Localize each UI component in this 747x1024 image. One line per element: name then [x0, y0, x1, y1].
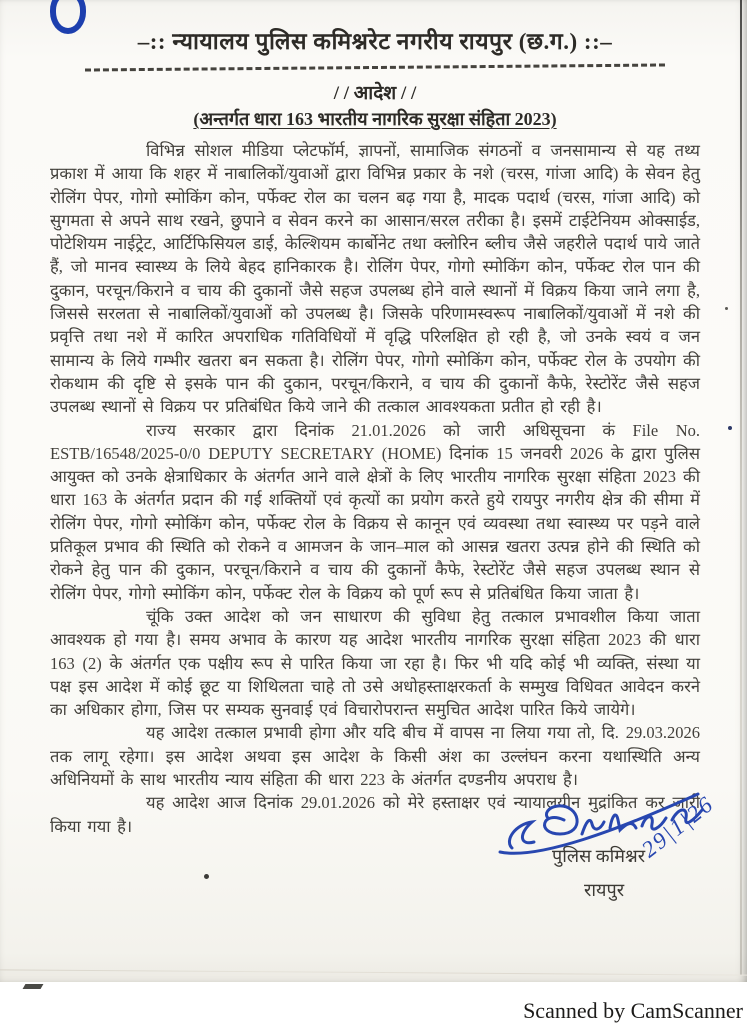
dashed-divider	[85, 63, 665, 71]
order-subheading: (अन्तर्गत धारा 163 भारतीय नागरिक सुरक्षा संहिता 2023)	[193, 109, 557, 129]
camscanner-watermark: Scanned by CamScanner	[523, 998, 743, 1023]
paragraph-background: विभिन्न सोशल मीडिया प्लेटफॉर्म, ज्ञापनों, सामाजिक संगठनों व जनसामान्य से यह तथ्य प्रकाश में आया कि शहर में नाबालिकों/युवाओं द्वारा विभिन्न प्रकार के नशे (चरस, गांजा आदि) के सेवन हेतु रोलिंग पेपर, गोगो स्मोकिंग कोन, पर्फेक्ट रोल का चलन बढ़ गया है, मादक पदार्थ (चरस, गांजा आदि) को सुगमता से अपने साथ रखने, छुपाने व सेवन करने का आसान/सरल तरीका है। इसमें टाईटेनियम ओक्साईड, पोटेशियम नाईट्रेट, आर्टिफिसियल डाई, केल्शियम कार्बोनेट तथा क्लोरिन ब्लीच जैसे जहरीले पदार्थ पाये जाते हैं, जो मानव स्वास्थ्य के लिये बेहद हानिकारक है। रोलिंग पेपर, गोगो स्मोकिंग कोन, पर्फेक्ट रोल पान की दुकान, परचून/किराने व चाय की दुकानों जैसे सहज उपलब्ध होने वाले स्थानों में विक्रय किया जाने लगा है, जिससे सरलता से नाबालिकों/युवाओं को उपलब्ध है। जिसके परिणामस्वरूप नाबालिकों/युवाओं में नशे की प्रवृत्ति तथा नशे में कारित अपराधिक गतिविधियों में वृद्धि परिलक्षित हो रही है, जो उनके स्वयं व जन सामान्य के लिये गम्भीर खतरा बन सकता है। रोलिंग पेपर, गोगो स्मोकिंग कोन, पर्फेक्ट रोल के उपयोग की रोकथाम की दृष्टि से इसके पान की दुकान, परचून/किराने, व चाय की दुकानों कैफे, रेस्टोरेंट जैसे सहज उपलब्ध स्थानों से विक्रय पर प्रतिबंधित किये जाने की तत्काल आवश्यकता प्रतीत हो रही है।	[50, 141, 700, 417]
ink-speck	[725, 307, 728, 310]
order-document	[50, 24, 700, 838]
scan-corner-artifact	[23, 984, 44, 989]
paragraph-issuance: यह आदेश आज दिनांक 29.01.2026 को मेरे हस्ताक्षर एवं न्यायालयीन मुद्रांकित कर जारी किया गया है।	[50, 793, 700, 836]
court-title: –:: न्यायालय पुलिस कमिश्नरेट नगरीय रायपुर (छ.ग.) ::–	[137, 29, 613, 54]
signatory-place: रायपुर	[584, 880, 625, 900]
paragraph-validity: यह आदेश तत्काल प्रभावी होगा और यदि बीच में वापस ना लिया गया तो, दि. 29.03.2026 तक लागू रहेगा। इस आदेश अथवा इस आदेश के किसी अंश का उल्लंघन करना यथास्थिति अन्य अधिनियमों के साथ भारतीय न्याय संहिता की धारा 223 के अंतर्गत दण्डनीय अपराध है।	[50, 723, 700, 790]
order-body	[50, 139, 700, 838]
paragraph-ex-parte: चूंकि उक्त आदेश को जन साधारण की सुविधा हेतु तत्काल प्रभावशील किया जाता आवश्यक हो गया है। समय अभाव के कारण यह आदेश भारतीय नागरिक सुरक्षा संहिता 2023 की धारा 163 (2) के अंतर्गत एक पक्षीय रूप से पारित किया जा रहा है। फिर भी यदि कोई भी व्यक्ति, संस्था या पक्ष इस आदेश में कोई छूट या शिथिलता चाहे तो उसे अधोहस्ताक्षरकर्ता के सम्मुख विधिवत आवेदन करने का अधिकार होगा, जिस पर सम्यक सुनवाई एवं विचारोपरान्त समुचित आदेश पारित किये जायेगे।	[50, 606, 700, 720]
scan-edge-shadow	[740, 0, 742, 975]
ink-speck	[728, 426, 732, 430]
handwritten-date: 29|1|26	[636, 790, 719, 863]
signature-block	[440, 788, 747, 923]
paper-fold-line	[0, 969, 747, 975]
paragraph-notification: राज्य सरकार द्वारा दिनांक 21.01.2026 को जारी अधिसूचना कं File No. ESTB/16548/2025-0/0 DEPUTY SECRETARY (HOME) दिनांक 15 जनवरी 2026 के द्वारा पुलिस आयुक्त को उनके क्षेत्राधिकार के अंतर्गत आने वाले क्षेत्रों के लिए भारतीय नागरिक सुरक्षा संहिता 2023 की धारा 163 के अंतर्गत प्रदान की गई शक्तियों एवं कृत्यों का प्रयोग करते हुये रायपुर नगरीय क्षेत्र की सीमा में रोलिंग पेपर, गोगो स्मोकिंग कोन, पर्फेक्ट रोल के विक्रय से कानून एवं व्यवस्था तथा स्वास्थ्य पर पड़ने वाले प्रतिकूल प्रभाव की स्थिति को रोकने व आमजन के जान–माल को आसन्न खतरा उत्पन्न होने की स्थिति को रोकने हेतु पान की दुकान, परचून/किराने व चाय की दुकानों कैफे, रेस्टोरेंट जैसे सहज उपलब्ध स्थान से रोलिंग पेपर, गोगो स्मोकिंग कोन, पर्फेक्ट रोल के विक्रय को पूर्ण रूप से प्रतिबंधित किया जाता है।	[50, 420, 700, 603]
order-heading: / / आदेश / /	[333, 83, 417, 104]
ink-speck	[204, 874, 209, 879]
signatory-designation: पुलिस कमिश्नर	[552, 846, 646, 866]
